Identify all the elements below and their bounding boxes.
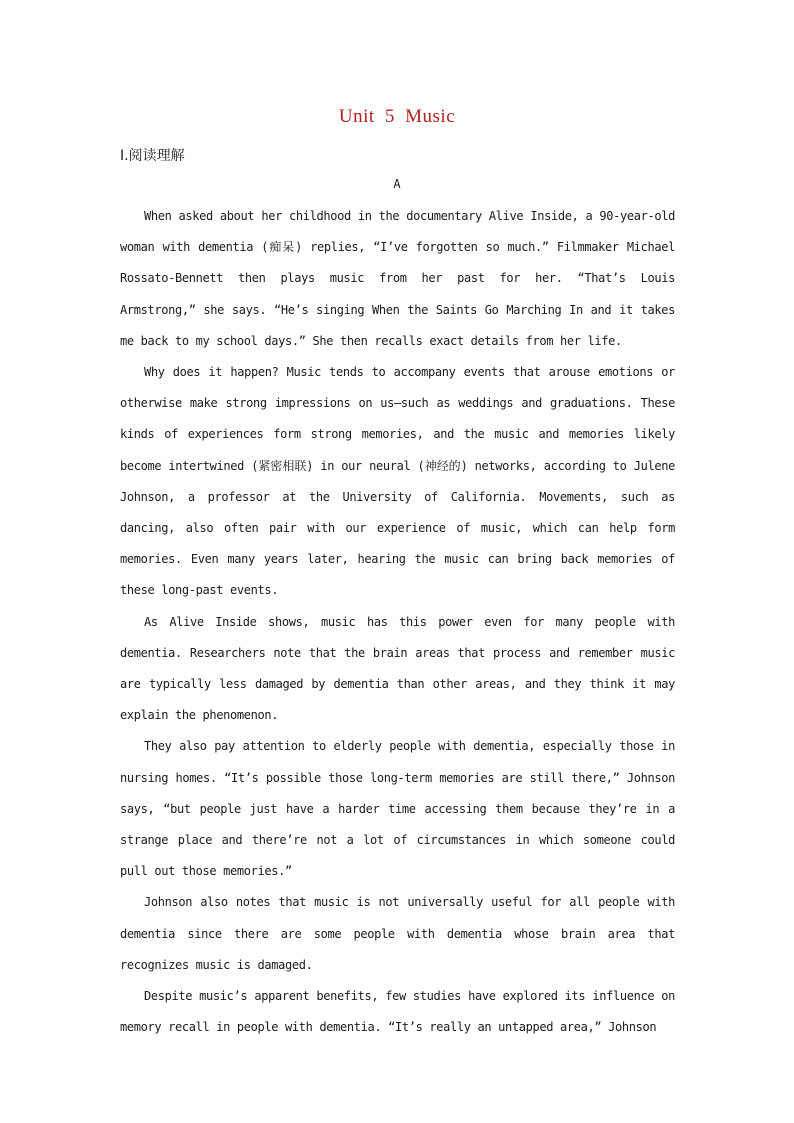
paragraph: They also pay attention to elderly people with dementia, especially those in nursing homes. “It’s possible those long-term memories are still there,” Johnson says, “but people just have a harder time accessing them because they’re in a strange place and there’re not a lot of circumstances in which someone could pull out those memories.” — [120, 739, 675, 879]
paragraph: When asked about her childhood in the documentary Alive Inside, a 90-year-old woman with dementia (痴呆) replies, “I’ve forgotten so much.” Filmmaker Michael Rossato-Bennett then plays music from her past for her. “That’s Louis Armstrong,” she says. “He’s singing When the Saints Go Marching In and it takes me back to my school days.” She then recalls exact details from her life. — [120, 209, 675, 348]
paragraph: Why does it happen? Music tends to accompany events that arouse emotions or otherwise make strong impressions on us—such as weddings and graduations. These kinds of experiences form strong memories, and the music and memories likely become intertwined (紧密相联) in our neural (神经的) networks, according to Julene Johnson, a professor at the University of California. Movements, such as dancing, also often pair with our experience of music, which can help form memories. Even many years later, hearing the music can bring back memories of these long-past events. — [120, 365, 675, 598]
passage-label: A — [393, 177, 401, 191]
passage-body — [120, 201, 675, 1043]
paragraph: As Alive Inside shows, music has this power even for many people with dementia. Researchers note that the brain areas that process and remember music are typically less damaged by dementia than other areas, and they think it may explain the phenomenon. — [120, 614, 675, 723]
page-title: Unit 5 Music — [338, 106, 456, 127]
paragraph: Johnson also notes that music is not universally useful for all people with dementia since there are some people with dementia whose brain area that recognizes music is damaged. — [120, 895, 675, 972]
section-heading: Ⅰ.阅读理解 — [120, 148, 185, 164]
paragraph: Despite music’s apparent benefits, few studies have explored its influence on memory recall in people with dementia. “It’s really an untapped area,” Johnson — [120, 989, 675, 1035]
